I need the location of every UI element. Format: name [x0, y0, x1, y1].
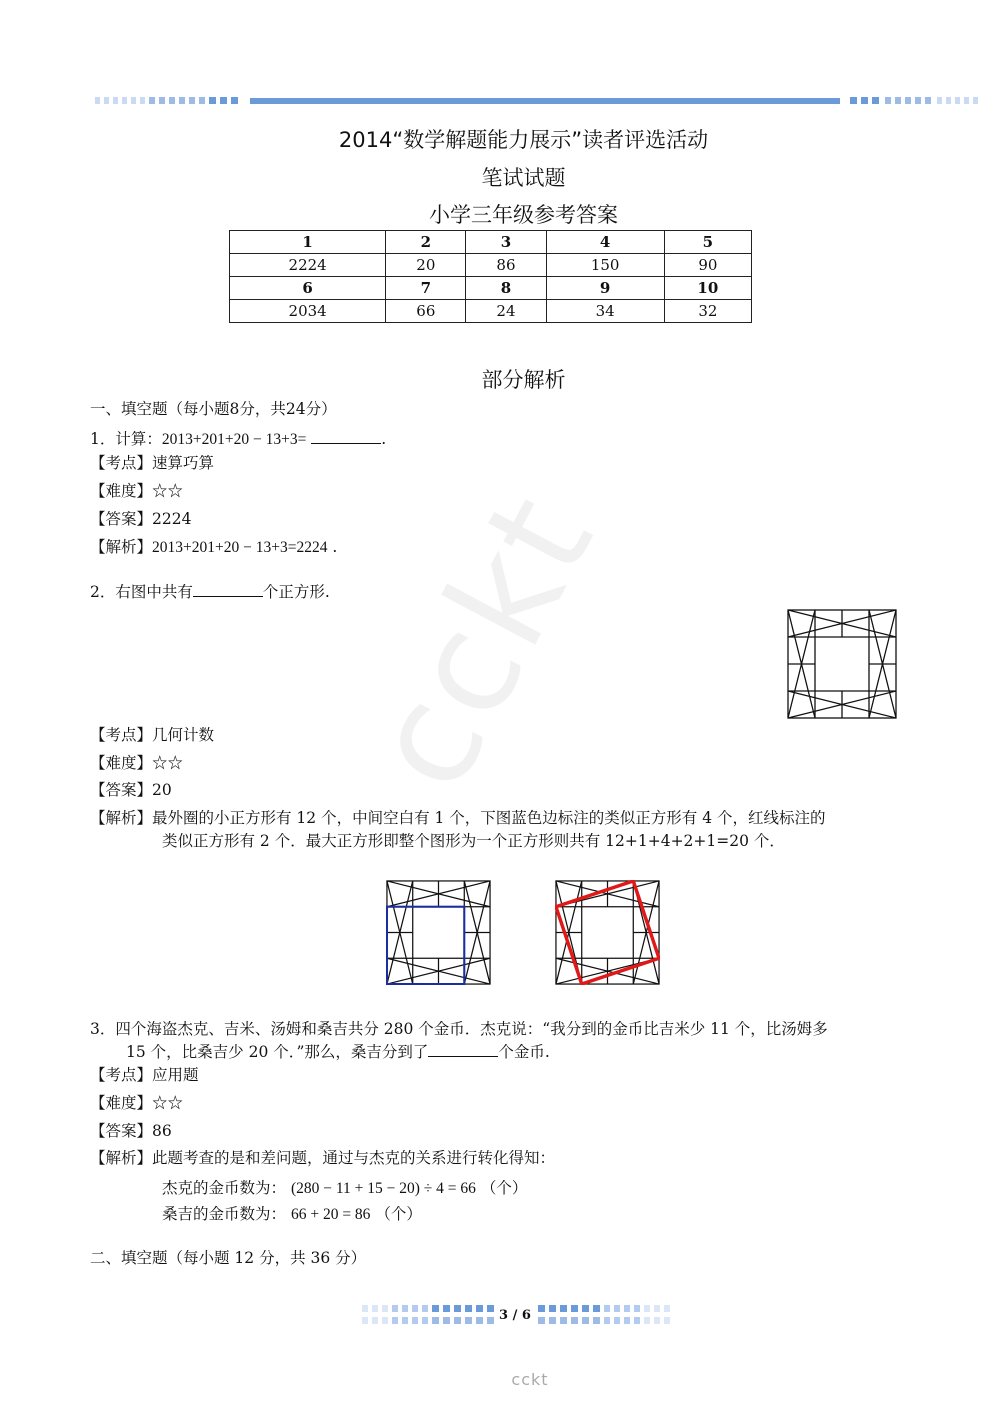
- table-cell: 34: [546, 300, 664, 323]
- question-1-suffix: .: [381, 430, 387, 448]
- q3-daan: 【答案】86: [90, 1122, 172, 1140]
- section-2-heading: 二、填空题（每小题 12 分，共 36 分）: [90, 1249, 367, 1267]
- table-row: [230, 254, 752, 277]
- question-1-expression: 2013+201+20 − 13+3=: [161, 431, 307, 448]
- table-cell: 6: [230, 277, 386, 300]
- table-cell: 150: [546, 254, 664, 277]
- q2-jiexi-line2: 类似正方形有 2 个．最大正方形即整个图形为一个正方形则共有 12+1+4+2+1=20 个．: [162, 832, 785, 850]
- q1-kaodian: 【考点】速算巧算: [90, 454, 215, 472]
- table-cell: 86: [466, 254, 546, 277]
- red-square-figure: [555, 880, 660, 985]
- blue-marked-square: [387, 907, 464, 984]
- table-cell: 4: [546, 231, 664, 254]
- q2-jiexi-line1: 【解析】最外圈的小正方形有 12 个，中间空白有 1 个，下图蓝色边标注的类似正方形有 4 个，红线标注的: [90, 809, 826, 827]
- blue-square-figure: [386, 880, 491, 985]
- q3-calc-1-unit: （个）: [480, 1179, 528, 1197]
- answer-blank: [311, 429, 381, 444]
- document-title: 2014“数学解题能力展示”读者评选活动: [338, 128, 709, 152]
- question-2: [90, 581, 330, 603]
- q3-nandu: 【难度】☆☆: [90, 1094, 184, 1112]
- table-cell: 20: [386, 254, 466, 277]
- square-count-figure: [787, 609, 897, 719]
- q1-nandu: 【难度】☆☆: [90, 482, 184, 500]
- document-grade-title: 小学三年级参考答案: [429, 203, 618, 227]
- table-cell: 9: [546, 277, 664, 300]
- q3-kaodian: 【考点】应用题: [90, 1066, 199, 1084]
- table-cell: 7: [386, 277, 466, 300]
- question-1: [90, 428, 386, 451]
- table-cell: 90: [664, 254, 751, 277]
- answer-blank: [428, 1042, 498, 1057]
- table-cell: 1: [230, 231, 386, 254]
- q3-calc-2-unit: （个）: [375, 1205, 422, 1223]
- q3-calc-1: [162, 1177, 527, 1200]
- q3-calc-2-expression: 66 + 20 = 86: [290, 1206, 371, 1223]
- table-row: [230, 231, 752, 254]
- section-1-heading: 一、填空题（每小题8分，共24分）: [90, 400, 337, 418]
- question-3-line2-suffix: 个金币.: [498, 1043, 550, 1061]
- q3-calc-1-expression: (280 − 11 + 15 − 20) ÷ 4 = 66: [290, 1180, 476, 1197]
- table-cell: 5: [664, 231, 751, 254]
- question-3-line2: [126, 1041, 550, 1063]
- answer-blank: [193, 582, 263, 597]
- table-cell: 10: [664, 277, 751, 300]
- q3-calc-1-label: 杰克的金币数为：: [162, 1179, 287, 1197]
- table-cell: 2034: [230, 300, 386, 323]
- question-1-prefix: 1．计算：: [90, 430, 162, 448]
- footer-brand: cckt: [511, 1370, 549, 1389]
- table-cell: 8: [466, 277, 546, 300]
- q1-jiexi: [90, 536, 337, 559]
- table-cell: 2224: [230, 254, 386, 277]
- q1-daan: 【答案】2224: [90, 510, 192, 528]
- analysis-heading: 部分解析: [481, 368, 566, 392]
- table-cell: 2: [386, 231, 466, 254]
- page-number-left-bar: [362, 1303, 502, 1327]
- table-cell: 24: [466, 300, 546, 323]
- q1-jiexi-expression: 2013+201+20 − 13+3=2224: [152, 539, 328, 556]
- question-2-suffix: 个正方形.: [262, 583, 330, 601]
- q2-kaodian: 【考点】几何计数: [90, 726, 215, 744]
- q3-calc-2-label: 桑吉的金币数为：: [162, 1205, 287, 1223]
- table-cell: 3: [466, 231, 546, 254]
- q1-jiexi-suffix: .: [332, 538, 338, 556]
- q2-daan: 【答案】20: [90, 781, 172, 799]
- table-cell: 66: [386, 300, 466, 323]
- header-decorative-bar: [95, 97, 980, 105]
- q3-jiexi: 【解析】此题考查的是和差问题，通过与杰克的关系进行转化得知：: [90, 1149, 556, 1167]
- answer-table: [229, 230, 752, 323]
- table-row: [230, 300, 752, 323]
- table-cell: 32: [664, 300, 751, 323]
- q3-calc-2: [162, 1203, 422, 1226]
- table-row: [230, 277, 752, 300]
- question-3-line1: 3．四个海盗杰克、吉米、汤姆和桑吉共分 280 个金币．杰克说：“我分到的金币比吉米少 11 个，比汤姆多: [90, 1020, 828, 1038]
- question-2-prefix: 2．右图中共有: [90, 583, 193, 601]
- q1-jiexi-label: 【解析】: [90, 538, 153, 556]
- page-number-right-bar: [538, 1303, 678, 1327]
- page-number: 3 / 6: [499, 1308, 531, 1323]
- document-subtitle: 笔试试题: [481, 166, 566, 190]
- question-3-line2-prefix: 15 个，比桑吉少 20 个．”那么，桑吉分到了: [126, 1043, 429, 1061]
- watermark: cckt: [339, 468, 627, 815]
- q2-nandu: 【难度】☆☆: [90, 754, 184, 772]
